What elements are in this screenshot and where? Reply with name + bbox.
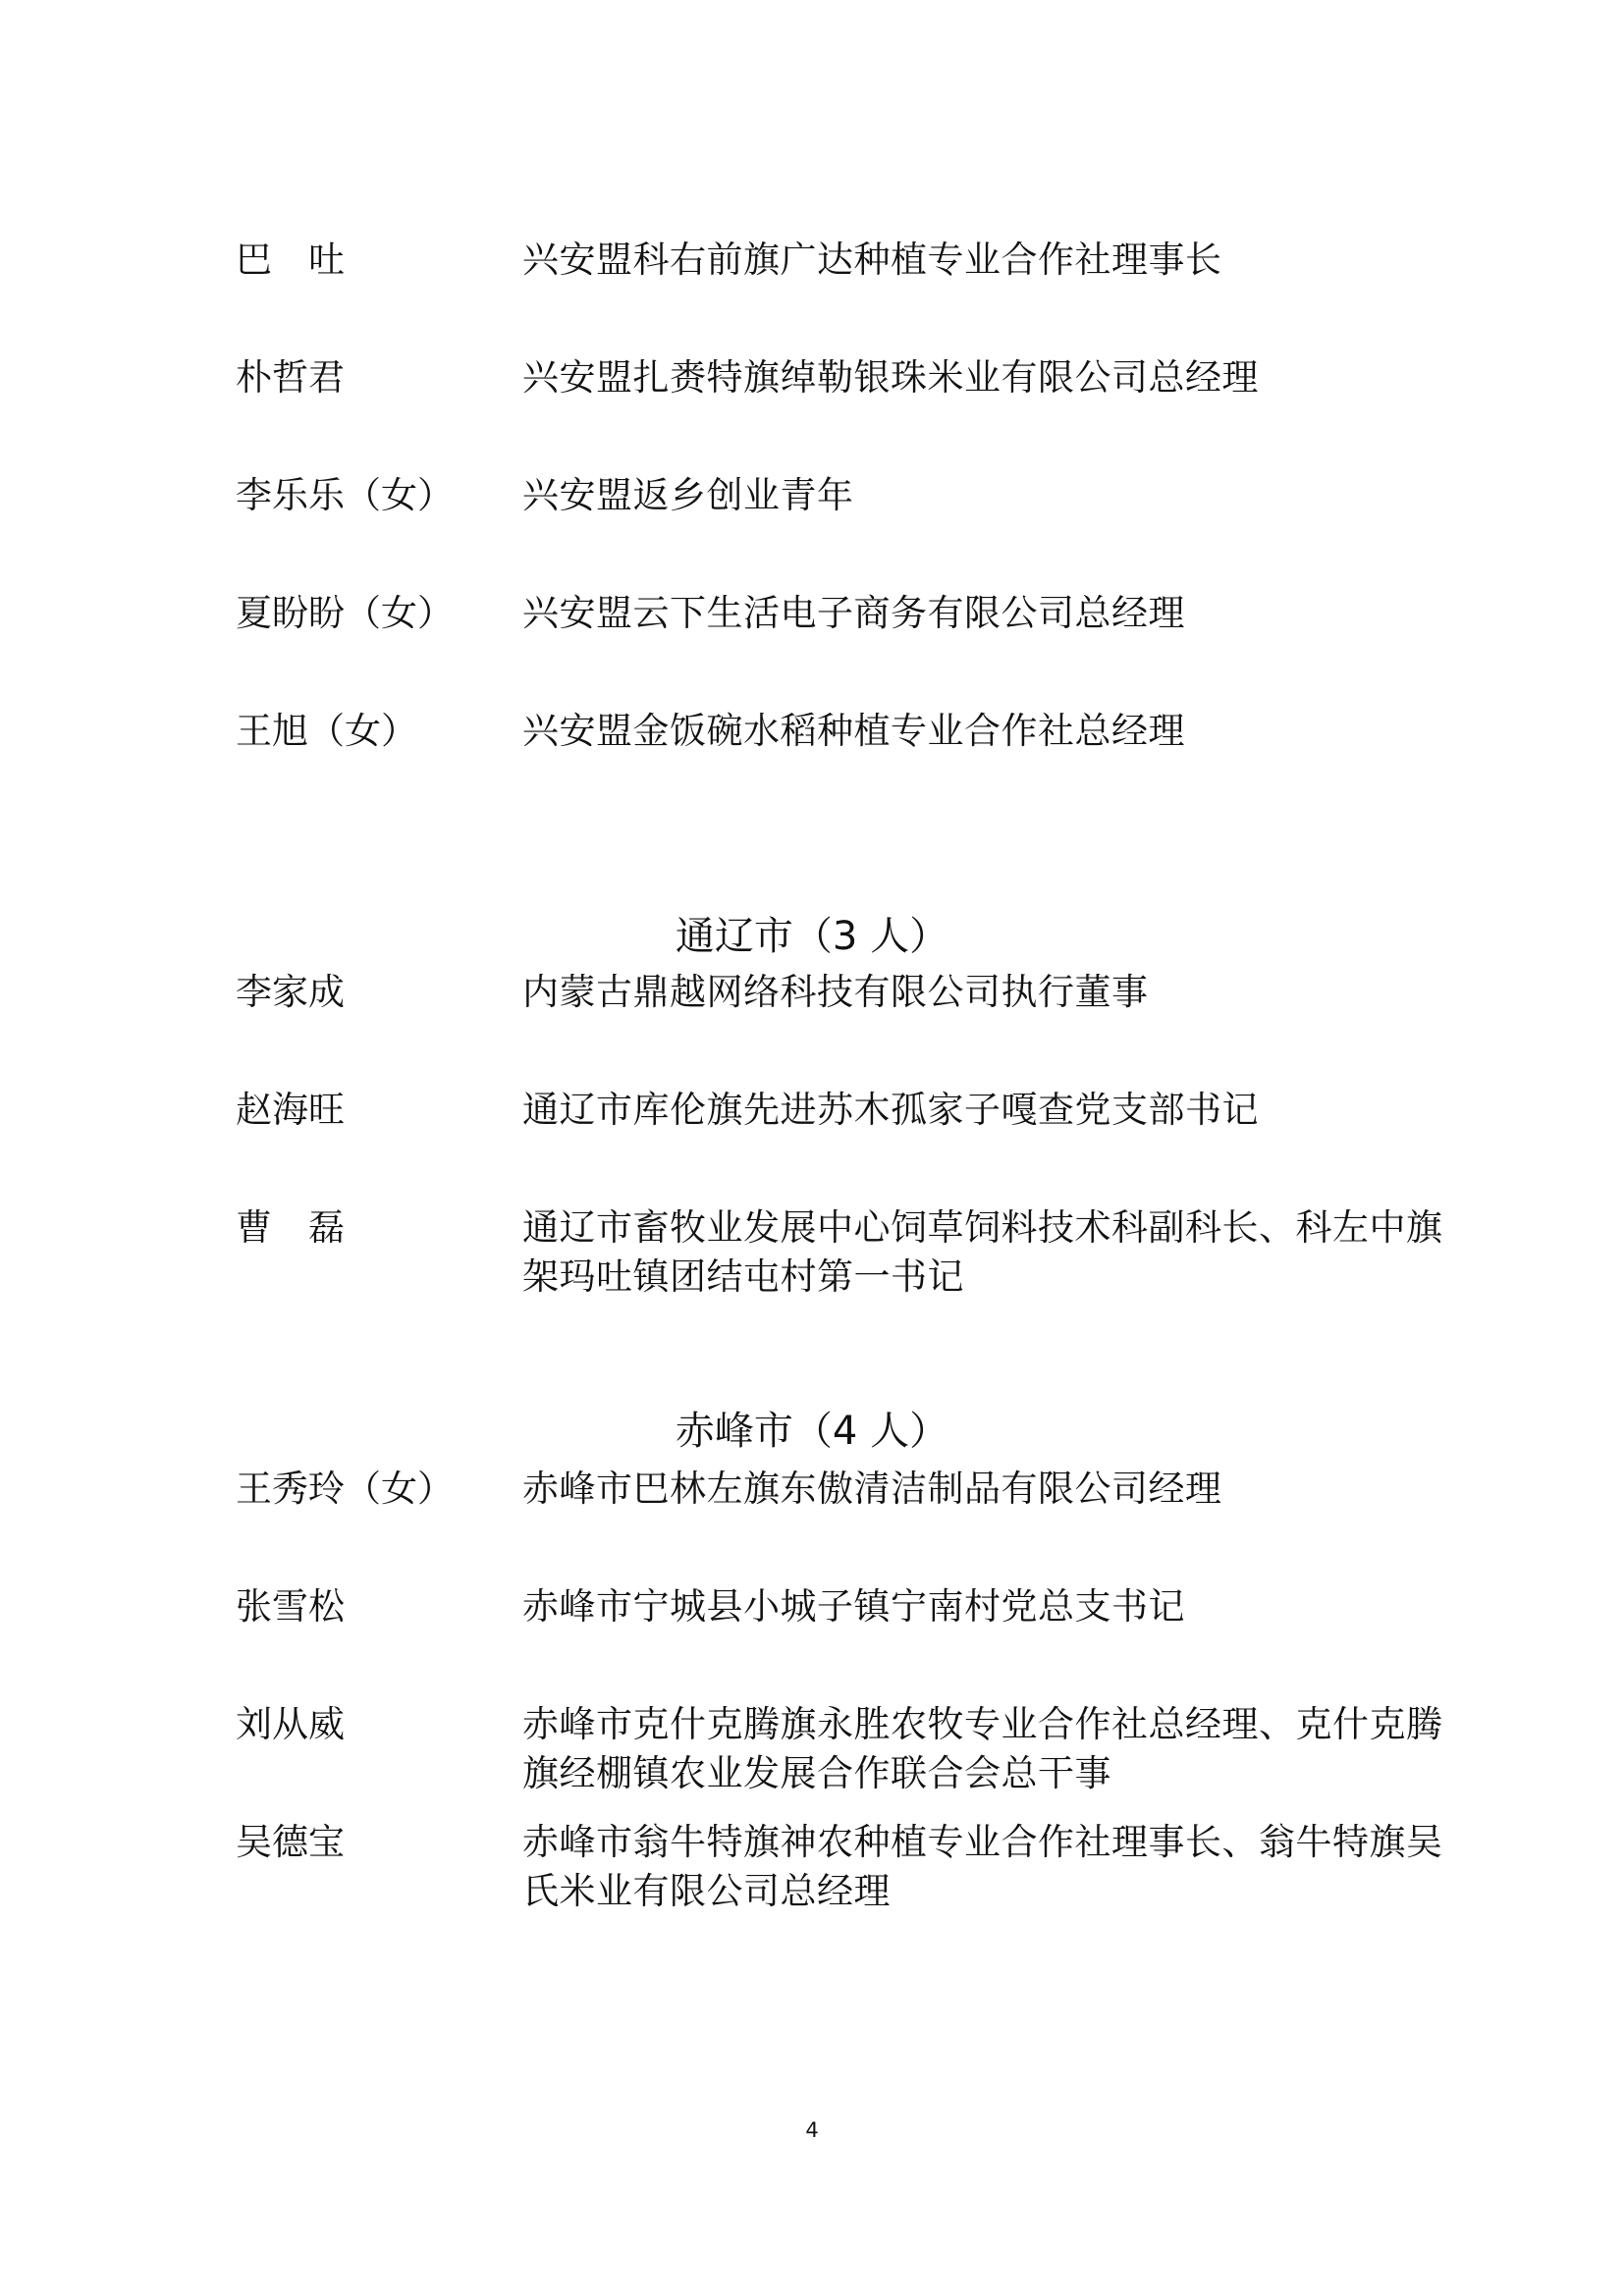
person-name: 李乐乐（女）: [236, 474, 454, 516]
person-title: 赤峰市巴林左旗东傲清洁制品有限公司经理: [522, 1468, 1222, 1510]
person-name: 夏盼盼（女）: [236, 592, 454, 634]
section-heading-tongliao: 通辽市（3 人）: [675, 914, 949, 959]
person-name: 吴德宝: [236, 1821, 345, 1863]
person-title: 赤峰市翁牛特旗神农种植专业合作社理事长、翁牛特旗吴氏米业有限公司总经理: [522, 1821, 1443, 1912]
person-title: 赤峰市宁城县小城子镇宁南村党总支书记: [522, 1585, 1185, 1628]
person-name: 李家成: [236, 971, 345, 1013]
page-number: 4: [805, 2118, 819, 2142]
person-title: 内蒙古鼎越网络科技有限公司执行董事: [522, 971, 1149, 1013]
person-title: 兴安盟金饭碗水稻种植专业合作社总经理: [522, 710, 1185, 752]
person-name: 刘从威: [236, 1703, 345, 1745]
person-title: 兴安盟扎赉特旗绰勒银珠米业有限公司总经理: [522, 356, 1259, 399]
person-title: 兴安盟科右前旗广达种植专业合作社理事长: [522, 239, 1222, 281]
person-name: 曹 磊: [236, 1206, 345, 1249]
person-name: 王旭（女）: [236, 710, 417, 752]
person-name: 张雪松: [236, 1585, 345, 1628]
section-heading-chifeng: 赤峰市（4 人）: [675, 1409, 949, 1454]
person-name: 巴 吐: [236, 239, 345, 281]
person-name: 朴哲君: [236, 356, 345, 399]
person-name: 赵海旺: [236, 1089, 345, 1131]
person-name: 王秀玲（女）: [236, 1468, 454, 1510]
person-title: 兴安盟云下生活电子商务有限公司总经理: [522, 592, 1185, 634]
person-title: 兴安盟返乡创业青年: [522, 474, 854, 516]
person-title: 赤峰市克什克腾旗永胜农牧专业合作社总经理、克什克腾旗经棚镇农业发展合作联合会总干事: [522, 1703, 1443, 1794]
person-title: 通辽市库伦旗先进苏木孤家子嘎查党支部书记: [522, 1089, 1259, 1131]
person-title: 通辽市畜牧业发展中心饲草饲料技术科副科长、科左中旗架玛吐镇团结屯村第一书记: [522, 1206, 1443, 1298]
